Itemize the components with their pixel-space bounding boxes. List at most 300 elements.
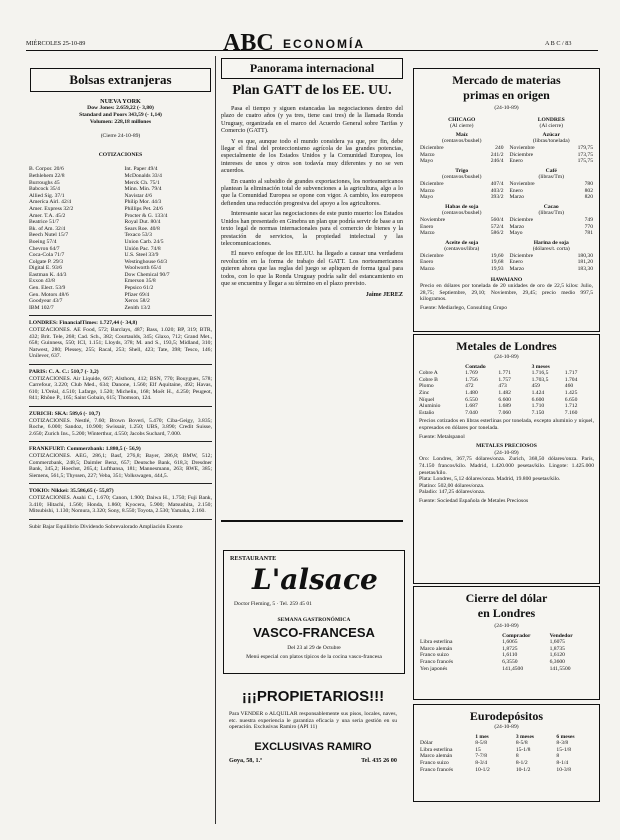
table-cell: 1,6110 (502, 652, 518, 659)
table-cell: Enero (509, 259, 523, 266)
quote-item: Goodyear 43/7 (29, 298, 63, 305)
preciosos-date: (24-10-89) (494, 449, 519, 456)
table-cell: Enero (420, 223, 434, 230)
abc-logo: ABC (223, 30, 274, 56)
table-cell: Diciembre (509, 216, 534, 223)
dolar-date: (24-10-89) (494, 623, 519, 629)
metales-row (419, 403, 594, 410)
azucar-row (510, 145, 594, 152)
table-cell: Cobre B (419, 376, 438, 383)
panorama-paragraph-2: Y es que, aunque todo el mundo considera ya que, por fin, debe llegar el final del proteccionismo agrícola de las grandes potencias, especialmente de los Estados Unidos y la Comunidad Europea, los intereses de unos y otros son todavía muy diferentes y no se ven acuerdos. (221, 137, 403, 175)
dolar-title-2: en Londres (477, 606, 536, 620)
table-cell: Diciembre (509, 252, 534, 259)
dolar-col-1: Comprador (502, 632, 531, 639)
metales-fuente: Fuente: Metalspanol (419, 433, 465, 440)
table-cell: 8-3/8 (556, 740, 569, 747)
dolar-title-1: Cierre del dólar (465, 591, 548, 605)
harina-title: Harina de soja (533, 239, 569, 246)
quote-item: Union Carb. 24/5 (124, 238, 164, 245)
propietarios-ad (223, 688, 403, 764)
harina-unit: (dólares/t. corta) (532, 246, 570, 253)
metales-date: (24-10-89) (494, 354, 519, 360)
quote-item: Merck Ch. 75/1 (124, 179, 160, 186)
table-cell: 7.160 (564, 409, 578, 416)
table-cell: 473 (498, 383, 507, 390)
table-cell: 1,6120 (549, 652, 565, 659)
quote-item: Chevron 64/7 (29, 245, 60, 252)
table-cell: 1.425 (564, 389, 578, 396)
table-cell: Yen japonés (420, 665, 448, 672)
londres-column (510, 117, 594, 273)
panorama-kicker: Panorama internacional (249, 61, 375, 75)
table-cell: 8-1/4 (556, 759, 569, 766)
panorama-kicker-box (221, 58, 403, 79)
euro-title: Eurodepósitos (469, 709, 544, 723)
plata-text: Plata: Londres, 5,12 dólares/onza. Madrid, 19.800 pesetas/kilo. (419, 476, 561, 483)
table-cell: 1,6065 (502, 639, 518, 646)
table-cell: Marzo (509, 266, 525, 273)
euro-col-3: 6 meses (556, 733, 575, 740)
bolsas-title: Bolsas extranjeras (69, 72, 172, 87)
quote-item: Beatrice 51/7 (29, 219, 59, 226)
euro-col-0 (420, 734, 471, 741)
table-cell: 770 (584, 223, 593, 230)
table-cell: Mayo (420, 194, 434, 201)
vasco-francesa: VASCO-FRANCESA (253, 625, 375, 640)
dolar-rows (414, 639, 599, 672)
table-cell: 241/2 (490, 151, 504, 158)
table-cell: 19,68 (490, 259, 504, 266)
restaurant-name: L'alsace (252, 563, 378, 596)
table-cell: Enero (509, 158, 523, 165)
quote-item: Gen. Elect. 53/9 (29, 285, 66, 292)
quote-item: Babcock 35/4 (29, 186, 60, 193)
quote-item: Dow Chemical 90/7 (124, 271, 170, 278)
euro-box (413, 704, 600, 802)
trigo-row (420, 194, 504, 201)
table-cell: Estaño (419, 409, 435, 416)
table-cell: 15-1/8 (515, 746, 531, 753)
cot-title: COTIZACIONES (98, 151, 143, 158)
quote-item: Sears Roe. 40/8 (124, 225, 160, 232)
bolsas-title-box (30, 68, 211, 92)
metales-row (419, 390, 594, 397)
page-number: A B C / 83 (545, 40, 572, 47)
table-cell: 7.060 (498, 409, 511, 416)
table-cell: 1.480 (465, 389, 478, 396)
table-cell: 393/2 (490, 194, 504, 201)
dolar-row (420, 646, 593, 653)
quote-item: Royal Dut. 80/4 (124, 219, 161, 226)
table-cell: Cobre A (419, 370, 438, 377)
table-cell: Níquel (419, 396, 435, 403)
table-cell: Noviembre (509, 180, 535, 187)
cafe-rows (510, 181, 594, 201)
table-cell: 781 (584, 230, 593, 237)
frankfurt-head: FRANKFURT: Commerzbank: 1.880,5 (- 56,9) (29, 446, 141, 453)
panorama-author: Jaime JEREZ (365, 291, 403, 299)
table-cell: 1.757 (498, 376, 511, 383)
table-cell: 175,75 (577, 158, 593, 165)
table-cell: 1.717 (564, 370, 578, 377)
maiz-title: Maíz (455, 131, 468, 138)
table-cell: 7-7/8 (475, 753, 488, 760)
dolar-col-2: Vendedor (549, 632, 573, 639)
quote-item: Gen. Motors 48/6 (29, 291, 69, 298)
hawaiano-text: Precio en dólares por tonelada de 20 unidades de oro de 22,5 kilos: Julio, 28,75; Septiembre, 29,10; Noviembre, 29,45; precio medio 997,5 kilogramos. (420, 283, 593, 303)
table-cell: 19,60 (490, 252, 504, 259)
table-cell: 1.769 (465, 370, 478, 377)
cacao-row (510, 217, 594, 224)
table-cell: 586/2 (490, 230, 504, 237)
maiz-row (420, 145, 504, 152)
aceite-row (420, 253, 504, 260)
metales-row (419, 397, 594, 404)
table-cell: Franco francés (420, 658, 454, 665)
table-cell: 8 (515, 753, 519, 760)
quote-item: Pfizer 69/4 (124, 291, 150, 298)
table-cell: Marzo (420, 151, 435, 158)
dolar-col-0 (420, 633, 498, 640)
londres-title: LONDRES (537, 116, 565, 123)
metales-rows (414, 370, 599, 416)
ramiro-address: Goya, 58, 1.º (229, 756, 263, 764)
header-rule (26, 50, 598, 51)
table-cell: Marco alemán (420, 645, 453, 652)
table-cell: 780 (584, 180, 593, 187)
aceite-row (420, 266, 504, 273)
ny-quotes-left (29, 166, 117, 311)
quote-item: Westinghouse 64/3 (124, 258, 168, 265)
table-cell: 8-1/2 (515, 759, 528, 766)
platino-text: Platino: 502,00 dólares/onza. (419, 482, 485, 489)
dolar-row (420, 652, 593, 659)
table-cell: 1.687 (465, 403, 478, 410)
quote-item: Minn. Min. 79/4 (124, 186, 162, 193)
table-cell: 6.650 (564, 396, 578, 403)
metales-col-1: Contado (465, 363, 486, 370)
quote-item: Burroughs 45 (29, 179, 60, 186)
table-cell: 1.689 (498, 403, 511, 410)
table-cell: 8-5/8 (515, 740, 528, 747)
dolar-row (420, 639, 593, 646)
table-cell: 8-5/8 (475, 740, 488, 747)
table-cell: Plomo (419, 383, 434, 390)
euro-rows (414, 740, 599, 773)
table-cell: Mayo (420, 158, 434, 165)
table-cell: 472 (465, 383, 474, 390)
dolar-box (413, 586, 600, 700)
azucar-row (510, 152, 594, 159)
ad-fechas: Del 23 al 29 de Octubre (287, 645, 341, 651)
lalsace-ad (223, 550, 405, 674)
frankfurt-text: COTIZACIONES. AEG, 286,1; Basf, 276,8; Bayer, 286,8; BMW, 512; Commerzbank, 248,5; Daimler Benz, 657; Deutsche Bank, 618,3; Dresdner Bank, 345,2; Hoechst, 265,4; Lufthansa, 181; Mannesmann, 263; RWE, 385; Siemens, 561,5; Thyssen, 227; Veba, 351; Volkswagen, 444,5. (29, 452, 212, 479)
table-cell: 560/4 (490, 216, 504, 223)
table-cell: 181,20 (577, 259, 593, 266)
cacao-unit: (libras/Tm) (538, 210, 564, 217)
table-cell: 1.716,5 (531, 370, 549, 377)
quote-item: Eastman K. 44/3 (29, 271, 67, 278)
panorama-bottom-rule (221, 520, 403, 522)
restaurant-address: Doctor Fleming, 5 · Tel. 259 45 01 (234, 601, 312, 607)
table-cell: 179,75 (577, 144, 593, 151)
quote-item: Colgate P. 29/3 (29, 258, 64, 265)
quote-item: Bk. of Am. 32/4 (29, 225, 66, 232)
cacao-row (510, 230, 594, 237)
materias-grid (414, 117, 599, 273)
panorama-paragraph-4: Interesante sacar las negociaciones de este punto muerto: los Estados Unidos han presentado en Ginebra un plan que podría servir de base a un texto legal de normas internacionales para el comercio de bienes y la prestación de servicios, la propiedad intelectual y las telecomunicaciones. (221, 210, 403, 247)
harina-rows (510, 253, 594, 273)
trigo-rows (420, 181, 504, 201)
quote-item: Beech Nutel 15/7 (29, 232, 69, 239)
table-cell: 10-1/2 (475, 766, 490, 773)
euro-col-2: 3 meses (515, 733, 534, 740)
table-cell: Noviembre (509, 144, 535, 151)
table-cell: Marzo (420, 230, 435, 237)
table-cell: 6,3550 (502, 658, 518, 665)
table-cell: 15 (475, 746, 481, 753)
aceite-row (420, 259, 504, 266)
quote-item: Digital E. 93/6 (29, 265, 63, 272)
table-cell: 6.600 (498, 396, 511, 403)
metales-row (419, 410, 594, 417)
table-cell: 802 (584, 187, 593, 194)
panorama-paragraph-1: Pasa el tiempo y siguen estancadas las negociaciones dentro del plazo de cuatro años (y ya tres, tiene casi tres) de la llamada Ronda Uruguay, organizada en el marco del Acuerdo General sobre Tarifas y Comercio (GATT). (221, 105, 403, 135)
euro-row (420, 740, 593, 747)
table-cell: Franco suizo (420, 652, 449, 659)
chicago-column (420, 117, 504, 273)
table-cell: Enero (509, 187, 523, 194)
table-cell: 749 (584, 216, 593, 223)
table-cell: 10-3/8 (556, 766, 572, 773)
harina-row (510, 259, 594, 266)
table-cell: Zinc (419, 389, 430, 396)
cafe-unit: (libras/Tm) (538, 174, 564, 181)
azucar-row (510, 158, 594, 165)
materias-date: (24-10-89) (494, 105, 519, 111)
table-cell: 1,8725 (502, 645, 518, 652)
metales-row (419, 370, 594, 377)
chicago-unit: (Al cierre) (450, 123, 474, 130)
table-cell: 8-3/4 (475, 759, 488, 766)
table-cell: Aluminio (419, 403, 441, 410)
ny-cierre: (Cierre 24-10-89) (100, 133, 141, 140)
quote-item: McDonalds 33/4 (124, 172, 162, 179)
table-cell: 180,30 (577, 252, 593, 259)
aceite-unit: (centavos/libra) (444, 246, 480, 253)
table-cell: 6.600 (531, 396, 545, 403)
panorama-title: Plan GATT de los EE. UU. (232, 83, 392, 98)
quote-item: Amer. T.A. 45/2 (29, 212, 66, 219)
paris-head: PARIS: C. A. C.: 510,7 (- 3,2) (29, 369, 99, 375)
table-cell: 1.771 (498, 370, 511, 377)
quote-item: Philip Mor. 44/3 (124, 199, 162, 206)
trigo-row (420, 181, 504, 188)
ramiro-phone: Tel. 435 26 00 (361, 756, 397, 764)
table-cell: Dólar (420, 740, 433, 747)
ny-quotes-right (125, 166, 213, 311)
table-cell: 1.710 (531, 403, 545, 410)
preciosos-title: METALES PRECIOSOS (476, 443, 537, 450)
table-cell: Enero (420, 259, 434, 266)
table-cell: 459 (531, 383, 540, 390)
table-cell: 1,6075 (549, 639, 565, 646)
table-cell: 1.703,5 (531, 376, 549, 383)
maiz-row (420, 152, 504, 159)
trigo-unit: (centavos/bushel) (442, 174, 482, 181)
bolsas-column (26, 56, 216, 824)
quote-item: Ameríca Airl. 42/4 (29, 199, 72, 206)
quote-item: Pepsico 61/2 (124, 285, 154, 292)
table-cell: Diciembre (420, 180, 444, 187)
cafe-title: Café (545, 167, 557, 174)
ramiro-contact (223, 757, 403, 764)
hawaiano-title: HAWAIANO (490, 276, 523, 283)
ny-line-2: Standard and Poors 343,59 (- 1,14) (79, 112, 162, 118)
quote-item: Unión Pac. 74/8 (124, 245, 161, 252)
table-cell: Diciembre (420, 252, 444, 259)
quote-item: Xerox 58/2 (124, 298, 150, 305)
propietarios-text: Para VENDER o ALQUILAR responsablemente sus pisos, locales, naves, etc. nuestra experiencia le garantiza eficacia y una seria gestión en su operación. Exclusivas Ramiro (API 11) (229, 711, 397, 731)
table-cell: 183,30 (577, 266, 593, 273)
page-date: MIÉRCOLES 25-10-89 (26, 40, 86, 47)
aceite-title: Aceite de soja (445, 239, 479, 246)
table-cell: 10-1/2 (515, 766, 531, 773)
table-cell: 8 (556, 753, 560, 760)
london-head: LONDRES: FinancialTimes: 1.727,44 (- 34,8) (29, 320, 138, 327)
euro-row (420, 747, 593, 754)
table-cell: Marzo (420, 266, 435, 273)
table-cell: 820 (584, 194, 593, 201)
quote-item: Coca-Cola 71/7 (29, 252, 65, 259)
cafe-row (510, 194, 594, 201)
azucar-unit: (libras/tonelada) (532, 138, 570, 145)
table-cell: 407/4 (490, 180, 504, 187)
table-cell: Marzo (509, 194, 525, 201)
table-cell: 572/4 (490, 223, 504, 230)
quote-item: Amer. Express 32/2 (29, 205, 74, 212)
quote-item: Texaco 53/3 (124, 232, 152, 239)
dolar-header (414, 633, 599, 640)
materias-title-1: Mercado de materias (452, 73, 561, 87)
materias-box (413, 68, 600, 332)
table-cell: Noviembre (420, 216, 446, 223)
table-cell: Marco alemán (420, 753, 453, 760)
habas-row (420, 217, 504, 224)
paris-text: COTIZACIONES. Air Liquide, 667; Alsthom, 412; BSN, 770; Bouygues, 578; Carrefour, 3.220; Club Med., 634; Danone, 1.560; Elf Aquitaine, 492; Havas, 610; L'Oréal, 4.510; Lafarge, 1.520; Michelin, 168; Moët H., 4.250; Peugeot, 841; Rhône P., 165; Saint Gobain, 615; Thomson, 124. (29, 375, 212, 402)
metales-row (419, 383, 594, 390)
trigo-title: Trigo (455, 167, 469, 174)
metales-box (413, 334, 600, 584)
euro-row (420, 753, 593, 760)
section-title: ECONOMÍA (283, 37, 365, 51)
quote-item: Woolworth 65/4 (124, 265, 161, 272)
trigo-row (420, 188, 504, 195)
cacao-title: Cacao (543, 203, 559, 210)
metales-col-3: 3 meses (531, 363, 550, 370)
table-cell: 1.756 (465, 376, 478, 383)
table-cell: Franco francés (420, 766, 454, 773)
table-cell: 15-1/8 (556, 746, 572, 753)
table-cell: 1.424 (531, 389, 545, 396)
euro-row (420, 767, 593, 774)
ny-title: NUEVA YORK (100, 98, 141, 105)
habas-title: Habas de soja (445, 203, 479, 210)
ad-menu-note: Menú especial con platos típicos de la cocina vasco-francesa (246, 654, 382, 660)
harina-row (510, 253, 594, 260)
metales-col-0 (419, 364, 461, 371)
table-cell: 1.482 (498, 389, 511, 396)
table-cell: 141,5500 (549, 665, 571, 672)
table-cell: 19,93 (490, 266, 504, 273)
cacao-rows (510, 217, 594, 237)
panorama-paragraph-5: El nuevo enfoque de los EE.UU. ha llegado a causar una verdadera revolución en la forma de trabajo del GATT. Los norteamericanos quieren ahora que las reglas del juego se apliquen de forma igual para todos, con lo que la Ronda Uruguay podría salir del estancamiento en que se encuentra y llegar a su término en el plazo previsto. (221, 250, 403, 287)
quote-item: Exxon 43/8 (29, 278, 55, 285)
table-cell: 6.550 (465, 396, 478, 403)
table-cell: Marzo (509, 223, 525, 230)
exclusivas-ramiro: EXCLUSIVAS RAMIRO (254, 740, 372, 753)
cafe-row (510, 188, 594, 195)
tokio-text: COTIZACIONES. Asahi C., 1.670; Canon, 1.900; Daiwa H., 1.750; Fuji Bank, 3.410; Hitachi, 1.560; Honda, 1.860; Kyocera, 5.900; Matsushita, 2.150; Mitsubishi, 1.130; Nomura, 3.320; Sony, 8.550; Toyota, 2.530; Yamaha, 2.160. (29, 494, 212, 515)
cafe-row (510, 181, 594, 188)
table-cell: 1.704 (564, 376, 578, 383)
panorama-article (221, 58, 403, 299)
dolar-row (420, 666, 593, 673)
habas-unit: (centavos/bushel) (442, 210, 482, 217)
euro-col-1: 1 mes (475, 733, 489, 740)
zurich-head: ZURICH: SKA: 589,6 (- 10,7) (29, 410, 101, 417)
restaurant-label: RESTAURANTE (230, 555, 277, 562)
metales-col-2 (498, 364, 527, 371)
azucar-title: Azúcar (542, 131, 560, 138)
cacao-row (510, 224, 594, 231)
habas-row (420, 230, 504, 237)
table-cell: 1.712 (564, 403, 578, 410)
londres-unit: (Al cierre) (539, 123, 563, 130)
quote-item: Bethlehem 22/8 (29, 172, 65, 179)
harina-row (510, 266, 594, 273)
table-cell: Libra esterlina (420, 639, 453, 646)
table-cell: Diciembre (420, 144, 444, 151)
table-cell: 240 (495, 144, 504, 151)
euro-row (420, 760, 593, 767)
euro-date: (24-10-89) (494, 724, 519, 730)
metales-title: Metales de Londres (456, 339, 557, 353)
euro-header (414, 734, 599, 741)
quote-item: Zenith 13/2 (124, 304, 151, 311)
zurich-text: COTIZACIONES. Nestlé, 7.60; Brown Boveri, 5.470; Ciba-Geigy, 3.835; Roche, 6.000; Sandoz, 10.900; Swissair, 1.250; UBS, 3.890; Credit Suisse, 2.650; Zurich Ins., 5.200; Winterthur, 4.550; Jacobs Suchard, 7.000. (29, 417, 212, 437)
ny-line-1: Dow Jones: 2.659,22 (- 3,80) (87, 105, 154, 112)
panorama-paragraph-3: En cuanto al subsidio de grandes exportaciones, los norteamericanos plantean la eliminación total de subvenciones a la agricultura, algo a lo que la Comunidad Europea se opone con vigor. A cambio, los europeos defienden una reducción progresiva del apoyo a los agricultores. (221, 177, 403, 207)
materias-title-2: primas en origen (463, 88, 550, 102)
table-cell: 7.150 (531, 409, 545, 416)
table-cell: Mayo (509, 230, 523, 237)
table-cell: 246/4 (490, 158, 504, 165)
habas-row (420, 224, 504, 231)
chicago-title: CHICAGO (448, 116, 476, 123)
quote-item: Allied Sig. 37/1 (29, 192, 65, 199)
ny-line-3: Volumen: 228,18 millones (89, 118, 152, 125)
metales-col-4 (565, 364, 594, 371)
metales-header (414, 364, 599, 371)
propietarios-title: ¡¡¡PROPIETARIOS!!! (241, 688, 385, 705)
quote-item: Phillips Pet. 24/6 (124, 205, 163, 212)
quote-item: Emerson 35/8 (124, 278, 156, 285)
table-cell: 403/2 (490, 187, 504, 194)
ny-quote-table (26, 166, 215, 311)
table-cell: Libra esterlina (420, 746, 453, 753)
table-cell: 460 (564, 383, 574, 390)
